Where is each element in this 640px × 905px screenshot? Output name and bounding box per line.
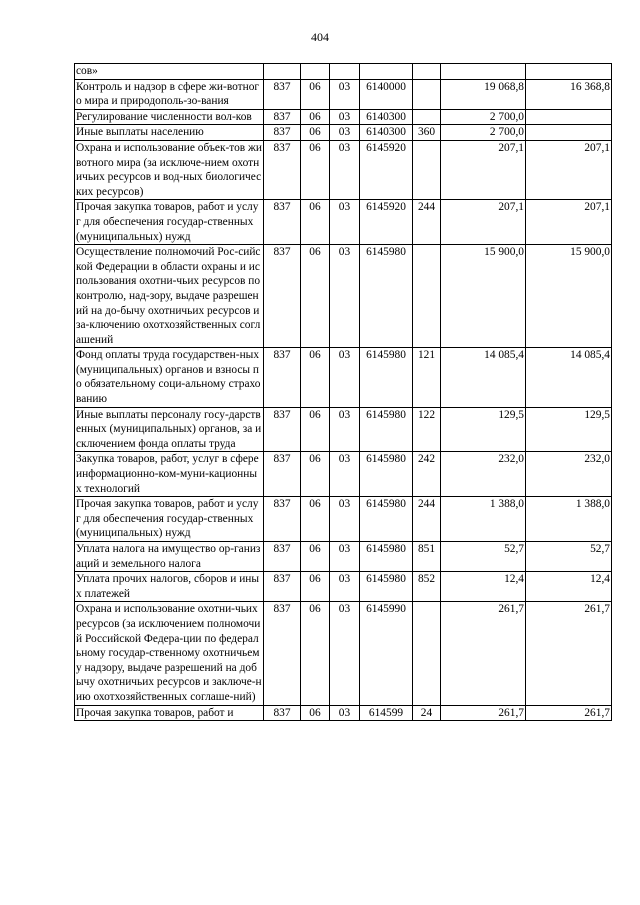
cell-section: 06 (301, 705, 330, 721)
cell-ved: 837 (264, 572, 301, 602)
cell-amount-1: 2 700,0 (441, 125, 526, 141)
cell-expense-type: 244 (413, 200, 441, 245)
cell-expense-type (413, 64, 441, 80)
cell-target-article: 6140300 (360, 109, 413, 125)
cell-amount-2: 261,7 (526, 705, 612, 721)
cell-amount-2: 52,7 (526, 542, 612, 572)
cell-ved: 837 (264, 245, 301, 348)
table-row (75, 109, 612, 125)
table-row (75, 497, 612, 542)
cell-name: Охрана и использование объек-тов животного мира (за исключе-нием охотничьих ресурсов и вод-ных биологических ресурсов) (75, 140, 264, 199)
table-row (75, 140, 612, 199)
cell-subsection: 03 (330, 109, 360, 125)
cell-section: 06 (301, 602, 330, 705)
cell-ved: 837 (264, 705, 301, 721)
cell-amount-1: 1 388,0 (441, 497, 526, 542)
table-row (75, 79, 612, 109)
cell-subsection: 03 (330, 602, 360, 705)
cell-ved (264, 64, 301, 80)
cell-section: 06 (301, 79, 330, 109)
cell-name: Прочая закупка товаров, работ и услуг для обеспечения государ-ственных (муниципальных) нужд (75, 497, 264, 542)
cell-section: 06 (301, 140, 330, 199)
cell-expense-type (413, 79, 441, 109)
cell-expense-type: 24 (413, 705, 441, 721)
page-number: 404 (311, 30, 329, 44)
cell-expense-type: 242 (413, 452, 441, 497)
cell-subsection: 03 (330, 572, 360, 602)
cell-target-article: 6145920 (360, 140, 413, 199)
cell-subsection: 03 (330, 245, 360, 348)
cell-amount-1: 19 068,8 (441, 79, 526, 109)
table-row (75, 348, 612, 407)
cell-expense-type (413, 140, 441, 199)
cell-target-article: 6140000 (360, 79, 413, 109)
table-body (75, 64, 612, 721)
cell-ved: 837 (264, 79, 301, 109)
cell-amount-2: 16 368,8 (526, 79, 612, 109)
cell-amount-2: 1 388,0 (526, 497, 612, 542)
cell-subsection: 03 (330, 79, 360, 109)
cell-ved: 837 (264, 497, 301, 542)
cell-amount-2: 12,4 (526, 572, 612, 602)
cell-ved: 837 (264, 602, 301, 705)
budget-table (74, 63, 612, 721)
cell-section: 06 (301, 125, 330, 141)
cell-ved: 837 (264, 140, 301, 199)
cell-amount-1: 15 900,0 (441, 245, 526, 348)
cell-expense-type: 244 (413, 497, 441, 542)
cell-amount-1: 52,7 (441, 542, 526, 572)
cell-name: Уплата налога на имущество ор-ганизаций и земельного налога (75, 542, 264, 572)
cell-amount-2: 232,0 (526, 452, 612, 497)
cell-section: 06 (301, 407, 330, 452)
cell-amount-1: 207,1 (441, 200, 526, 245)
cell-target-article: 6145980 (360, 245, 413, 348)
cell-target-article: 6145980 (360, 497, 413, 542)
cell-name: Закупка товаров, работ, услуг в сфере информационно-ком-муни-кационных технологий (75, 452, 264, 497)
cell-subsection: 03 (330, 200, 360, 245)
cell-amount-1: 261,7 (441, 602, 526, 705)
cell-name: Регулирование численности вол-ков (75, 109, 264, 125)
cell-section: 06 (301, 497, 330, 542)
cell-ved: 837 (264, 125, 301, 141)
cell-subsection: 03 (330, 140, 360, 199)
cell-name: Осуществление полномочий Рос-сийской Федерации в области охраны и использования охотни-чьих ресурсов по контролю, над-зору, выдаче разрешений на до-бычу охотничьих ресурсов и за-ключению охотхозяйственных соглашений (75, 245, 264, 348)
cell-target-article: 6145980 (360, 542, 413, 572)
cell-amount-2: 207,1 (526, 200, 612, 245)
cell-amount-2 (526, 109, 612, 125)
cell-subsection: 03 (330, 407, 360, 452)
cell-target-article (360, 64, 413, 80)
cell-name: Контроль и надзор в сфере жи-вотного мира и природополь-зо-вания (75, 79, 264, 109)
cell-ved: 837 (264, 200, 301, 245)
cell-target-article: 6145980 (360, 348, 413, 407)
cell-section: 06 (301, 452, 330, 497)
cell-name: Иные выплаты населению (75, 125, 264, 141)
cell-name: Прочая закупка товаров, работ и (75, 705, 264, 721)
cell-subsection: 03 (330, 348, 360, 407)
cell-amount-1: 2 700,0 (441, 109, 526, 125)
cell-subsection: 03 (330, 542, 360, 572)
cell-subsection: 03 (330, 497, 360, 542)
cell-name: Уплата прочих налогов, сборов и иных платежей (75, 572, 264, 602)
table-row (75, 407, 612, 452)
cell-name: сов» (75, 64, 264, 80)
table-row (75, 452, 612, 497)
cell-target-article: 6140300 (360, 125, 413, 141)
cell-ved: 837 (264, 348, 301, 407)
cell-amount-1: 14 085,4 (441, 348, 526, 407)
cell-subsection: 03 (330, 452, 360, 497)
cell-target-article: 6145990 (360, 602, 413, 705)
cell-amount-2 (526, 64, 612, 80)
cell-subsection (330, 64, 360, 80)
cell-amount-1: 261,7 (441, 705, 526, 721)
cell-subsection: 03 (330, 705, 360, 721)
cell-amount-1: 232,0 (441, 452, 526, 497)
table-row (75, 64, 612, 80)
cell-section: 06 (301, 348, 330, 407)
cell-expense-type: 851 (413, 542, 441, 572)
cell-subsection: 03 (330, 125, 360, 141)
cell-amount-1: 12,4 (441, 572, 526, 602)
cell-amount-2: 261,7 (526, 602, 612, 705)
cell-amount-1: 207,1 (441, 140, 526, 199)
cell-target-article: 614599 (360, 705, 413, 721)
cell-section (301, 64, 330, 80)
cell-section: 06 (301, 245, 330, 348)
cell-amount-2 (526, 125, 612, 141)
table-row (75, 542, 612, 572)
table-row (75, 125, 612, 141)
table-row (75, 705, 612, 721)
table-row (75, 245, 612, 348)
cell-expense-type (413, 245, 441, 348)
cell-expense-type (413, 109, 441, 125)
cell-ved: 837 (264, 542, 301, 572)
cell-section: 06 (301, 200, 330, 245)
cell-target-article: 6145980 (360, 572, 413, 602)
cell-name: Фонд оплаты труда государствен-ных (муниципальных) органов и взносы по обязательному соци-альному страхованию (75, 348, 264, 407)
table-row (75, 200, 612, 245)
cell-ved: 837 (264, 452, 301, 497)
cell-amount-2: 129,5 (526, 407, 612, 452)
cell-section: 06 (301, 109, 330, 125)
cell-target-article: 6145980 (360, 452, 413, 497)
cell-amount-1: 129,5 (441, 407, 526, 452)
table-row (75, 572, 612, 602)
cell-ved: 837 (264, 407, 301, 452)
cell-ved: 837 (264, 109, 301, 125)
cell-name: Иные выплаты персоналу госу-дарственных (муниципальных) органов, за исключением фонда оплаты труда (75, 407, 264, 452)
cell-amount-2: 14 085,4 (526, 348, 612, 407)
cell-amount-2: 207,1 (526, 140, 612, 199)
cell-expense-type: 122 (413, 407, 441, 452)
cell-expense-type: 121 (413, 348, 441, 407)
cell-expense-type: 360 (413, 125, 441, 141)
cell-name: Охрана и использование охотни-чьих ресурсов (за исключением полномочий Российской Федера-ции по федеральному государ-ственному охотничьему надзору, выдаче разрешений на добычу охотничьих ресурсов и заключе-нию охотхозяйственных соглаше-ний) (75, 602, 264, 705)
table-row (75, 602, 612, 705)
cell-section: 06 (301, 572, 330, 602)
cell-amount-2: 15 900,0 (526, 245, 612, 348)
cell-amount-1 (441, 64, 526, 80)
cell-target-article: 6145920 (360, 200, 413, 245)
cell-target-article: 6145980 (360, 407, 413, 452)
cell-expense-type: 852 (413, 572, 441, 602)
cell-name: Прочая закупка товаров, работ и услуг для обеспечения государ-ственных (муниципальных) нужд (75, 200, 264, 245)
cell-section: 06 (301, 542, 330, 572)
cell-expense-type (413, 602, 441, 705)
